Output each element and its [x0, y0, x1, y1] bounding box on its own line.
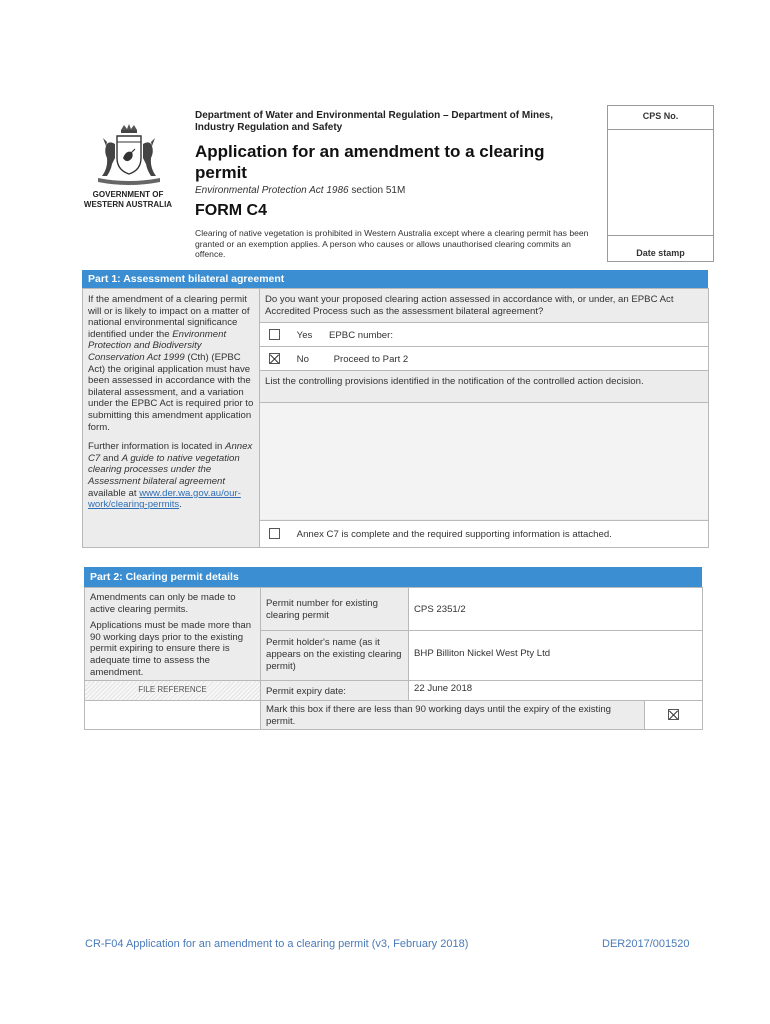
government-name-line2: WESTERN AUSTRALIA — [83, 200, 173, 209]
wa-coat-of-arms-icon — [88, 124, 170, 188]
guide-ref: A guide to native vegetation clearing processes under the Assessment bilateral agreement — [88, 452, 240, 487]
act-name: Environmental Protection Act 1986 — [195, 185, 349, 196]
permit-number-label: Permit number for existing clearing permit — [261, 588, 409, 631]
part2-heading: Part 2: Clearing permit details — [84, 567, 702, 587]
annex-row — [260, 521, 709, 548]
form-number: FORM C4 — [195, 202, 267, 219]
cps-number-field[interactable] — [608, 130, 713, 236]
no-row — [260, 347, 709, 371]
no-checkbox[interactable] — [269, 353, 280, 364]
permit-expiry-value[interactable]: 22 June 2018 — [409, 681, 703, 701]
part1-info-text-a: Further information is located in — [88, 441, 226, 453]
permit-holder-label: Permit holder's name (as it appears on the existing clearing permit) — [261, 631, 409, 681]
clearing-permits-link[interactable]: www.der.wa.gov.au/our-work/clearing-permits — [88, 487, 241, 511]
less-than-90-days-cell — [645, 701, 703, 730]
less-than-90-days-checkbox[interactable] — [668, 709, 679, 720]
part1-guidance — [83, 289, 260, 548]
part1-guidance-text-b: (Cth) (EPBC Act) the original application must have been assessed in accordance with the bilateral assessment, and a variation under the EPBC Act is required prior to submitting this amendment application form. — [88, 351, 254, 433]
yes-row — [260, 323, 709, 347]
less-than-90-days-label: Mark this box if there are less than 90 working days until the expiry of the existing permit. — [261, 701, 645, 730]
permit-holder-value[interactable]: BHP Billiton Nickel West Pty Ltd — [409, 631, 703, 681]
controlling-provisions-cell[interactable] — [260, 371, 709, 521]
annex-c7-checkbox[interactable] — [269, 528, 280, 539]
controlling-provisions-field[interactable] — [260, 403, 708, 519]
footer-document-number: DER2017/001520 — [602, 938, 690, 950]
yes-label: Yes — [296, 330, 313, 341]
part2-guidance-p1: Amendments can only be made to active clearing permits. — [90, 592, 236, 615]
proceed-label: Proceed to Part 2 — [333, 354, 409, 365]
controlling-provisions-label: List the controlling provisions identified in the notification of the controlled action decision. — [260, 371, 708, 403]
clearing-notice: Clearing of native vegetation is prohibited in Western Australia except where a clearing permit has been granted or an exemption applies. A person who causes or allows unauthorised clearing commits an offence. — [195, 228, 589, 260]
form-title: Application for an amendment to a clearing permit — [195, 142, 545, 182]
government-name — [78, 190, 178, 210]
part1-info-text-c: available at — [88, 487, 140, 499]
permit-number-value[interactable]: CPS 2351/2 — [409, 588, 703, 631]
no-label: No — [296, 354, 309, 365]
epbc-number-label: EPBC number: — [329, 330, 393, 341]
part1-heading: Part 1: Assessment bilateral agreement — [82, 270, 708, 288]
date-stamp-label: Date stamp — [636, 248, 685, 258]
act-reference — [195, 185, 405, 196]
part2-table — [84, 587, 703, 730]
file-reference-field[interactable] — [85, 701, 261, 730]
epbc-act-name: Environment Protection and Biodiversity Conservation Act 1999 — [88, 328, 227, 363]
file-reference-label: FILE REFERENCE — [85, 681, 261, 701]
cps-date-stamp-box — [607, 105, 714, 262]
part1-info-text-d: . — [179, 499, 182, 511]
cps-number-label: CPS No. — [608, 106, 713, 130]
government-name-line1: GOVERNMENT OF — [92, 190, 164, 199]
department-name: Department of Water and Environmental Regulation – Department of Mines, Industry Regulation and Safety — [195, 110, 554, 133]
part2-guidance-p2: Applications must be made more than 90 working days prior to the existing permit expiring to ensure there is adequate time to assess the amendment. — [90, 620, 252, 678]
footer-form-reference: CR-F04 Application for an amendment to a clearing permit (v3, February 2018) — [85, 938, 469, 950]
part1-info-text-b: and — [100, 452, 122, 464]
epbc-question: Do you want your proposed clearing action assessed in accordance with, or under, an EPBC Act Accredited Process such as the assessment bilateral agreement? — [260, 289, 709, 323]
act-section: section 51M — [348, 185, 406, 196]
part1-guidance-text-a: If the amendment of a clearing permit will or is likely to impact on a matter of national environmental significance identified under the — [88, 294, 250, 340]
part1-table — [82, 288, 709, 548]
yes-checkbox[interactable] — [269, 329, 280, 340]
part2-guidance — [85, 588, 261, 681]
annex-c7-ref: Annex C7 — [88, 441, 253, 464]
permit-expiry-label: Permit expiry date: — [261, 681, 409, 701]
annex-c7-label: Annex C7 is complete and the required supporting information is attached. — [296, 529, 612, 540]
